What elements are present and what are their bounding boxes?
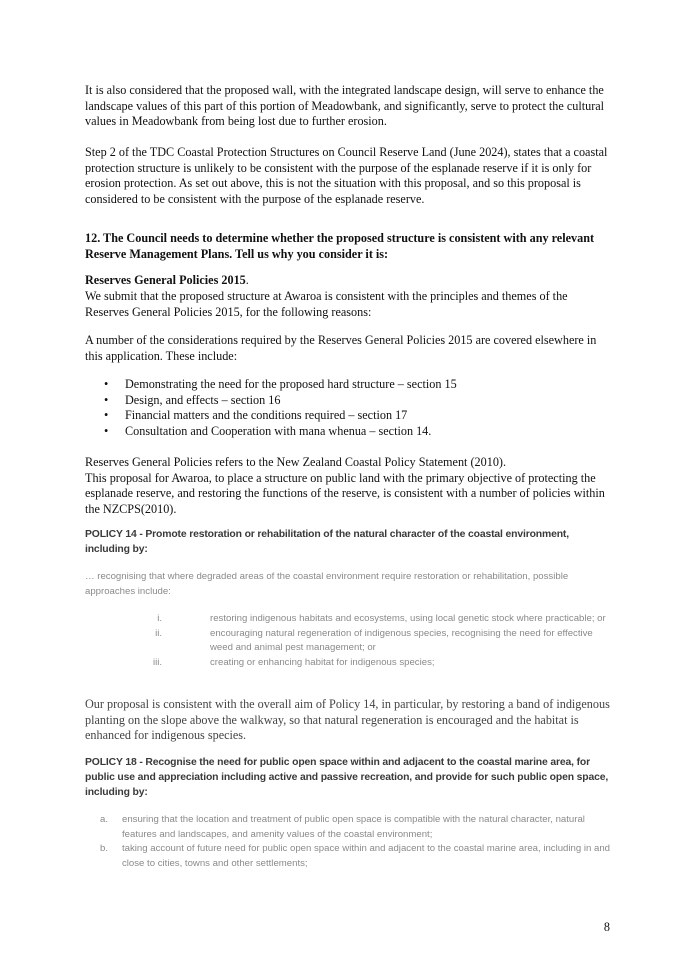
bullet-icon: • (104, 408, 109, 423)
list-item-text: Design, and effects – section 16 (125, 392, 281, 407)
list-item-number: a. (100, 814, 109, 825)
list-item-text: encouraging natural regeneration of indigenous species, recognising the need for effective weed and animal pest management; or (210, 627, 593, 654)
policy-18-list (100, 813, 610, 871)
list-item-text: Financial matters and the conditions required – section 17 (125, 408, 408, 423)
list-item-text: Demonstrating the need for the proposed hard structure – section 15 (125, 377, 457, 391)
list-item-text: restoring indigenous habitats and ecosystems, using local genetic stock where practicable; or (210, 613, 606, 624)
list-item (85, 408, 605, 424)
list-item (140, 656, 610, 671)
list-item-text: taking account of future need for public open space within and adjacent to the coastal marine area, including in and close to cities, towns and other settlements; (122, 843, 611, 869)
list-item-text: Consultation and Cooperation with mana whenua – section 14. (125, 423, 432, 438)
policy-18-heading: POLICY 18 - Recognise the need for public open space within and adjacent to the coastal marine area, for public use and appreciation including active and passive recreation, and provide for such public open space, including by: (85, 757, 609, 798)
page-number: 8 (603, 920, 610, 934)
bullet-icon: • (104, 392, 109, 407)
paragraph-considerations: A number of the considerations required by the Reserves General Policies 2015 are covered elsewhere in this application. These include: (85, 333, 597, 363)
policy-14-heading: POLICY 14 - Promote restoration or rehabilitation of the natural character of the coastal environment, including by: (85, 529, 569, 555)
bullet-icon: • (104, 423, 109, 438)
question-12-heading: 12. The Council needs to determine whether the proposed structure is consistent with any relevant Reserve Management Plans. Tell us why you consider it is: (85, 231, 595, 261)
list-item (100, 842, 610, 871)
policy-14-intro: … recognising that where degraded areas of the coastal environment require restoration or rehabilitation, possible approaches include: (85, 571, 569, 597)
list-item-number: ii. (155, 627, 162, 639)
paragraph-nzcps: Reserves General Policies refers to the New Zealand Coastal Policy Statement (2010). This proposal for Awaroa, to place a structure on public land with the primary objective of protecting the esplanade reserve, and restoring the functions of the reserve, is consistent with a number of policies within the NZCPS(2010). (85, 455, 605, 516)
paragraph-policy-14-response: Our proposal is consistent with the overall aim of Policy 14, in particular, by restoring a band of indigenous planting on the slope above the walkway, so that natural regeneration is encouraged and the habitat is enhanced for indigenous species. (85, 697, 610, 743)
list-item-number: iii. (152, 656, 162, 668)
reserves-policies-title-suffix: . (245, 273, 249, 287)
list-item-number: i. (157, 613, 162, 624)
list-item (85, 393, 605, 409)
list-item (140, 627, 610, 656)
list-item-number: b. (100, 843, 109, 855)
list-item-text: ensuring that the location and treatment of public open space is compatible with the natural character, natural features and landscapes, and amenity values of the coastal environment; (122, 814, 585, 840)
list-item (100, 813, 610, 842)
bullet-icon: • (104, 377, 109, 391)
list-item (85, 377, 605, 393)
list-item-text: creating or enhancing habitat for indigenous species; (210, 656, 435, 668)
list-item (85, 424, 605, 440)
paragraph-landscape-values: It is also considered that the proposed wall, with the integrated landscape design, will serve to enhance the landscape values of this part of this portion of Meadowbank, and significantly, serve to protect the cultural values in Meadowbank from being lost due to further erosion. (85, 83, 605, 129)
policy-14-list (140, 612, 610, 670)
reserves-policies-heading (85, 273, 610, 289)
list-item (140, 612, 610, 627)
reserves-policies-title: Reserves General Policies 2015 (85, 273, 246, 287)
considerations-list (85, 377, 605, 439)
paragraph-reserves-policies: We submit that the proposed structure at Awaroa is consistent with the principles and themes of the Reserves General Policies 2015, for the following reasons: (85, 289, 568, 319)
paragraph-step-2: Step 2 of the TDC Coastal Protection Structures on Council Reserve Land (June 2024), states that a coastal protection structure is unlikely to be consistent with the purpose of the esplanade reserve if it is only for erosion protection. As set out above, this is not the situation with this proposal, and so this proposal is considered to be consistent with the purpose of the esplanade reserve. (85, 145, 608, 206)
